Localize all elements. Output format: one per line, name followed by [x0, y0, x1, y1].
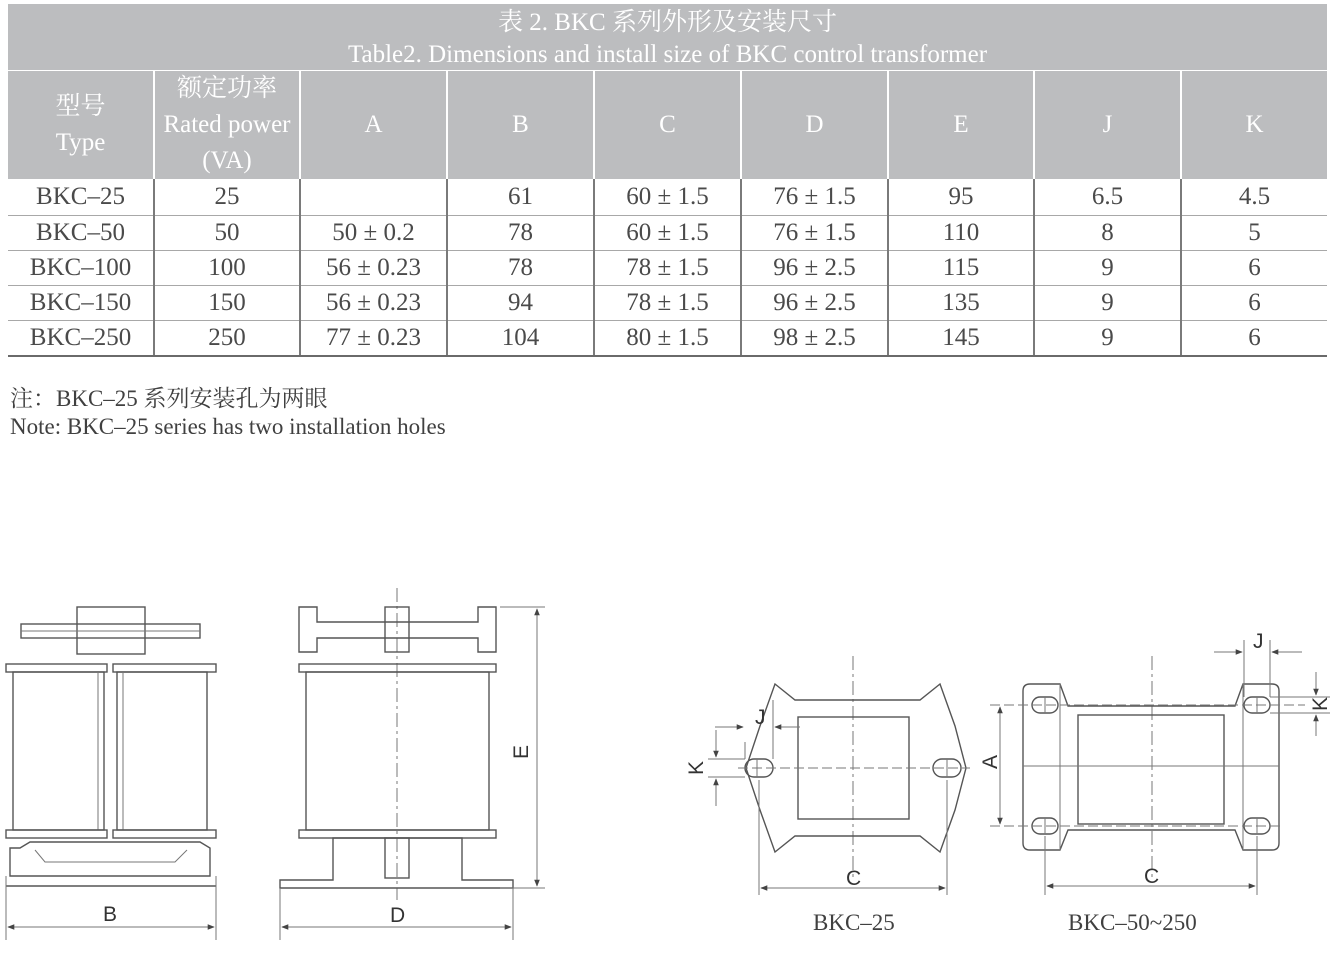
cell-power: 50	[154, 216, 300, 251]
cell-e: 95	[888, 179, 1034, 216]
header-power-zh: 额定功率	[176, 75, 277, 102]
dim-label-d: D	[390, 904, 406, 927]
cell-k: 6	[1181, 251, 1327, 286]
table-title-en: Table2. Dimensions and install size of BKC control transformer	[347, 41, 988, 68]
bkc50-dim-label-c: C	[1144, 865, 1160, 888]
note-en: Note: BKC–25 series has two installation holes	[10, 414, 446, 439]
header-type-en: Type	[55, 129, 106, 156]
bkc50-dim-label-a: A	[979, 754, 1002, 770]
cell-e: 135	[888, 286, 1034, 321]
cell-a: 56 ± 0.23	[300, 251, 447, 286]
note-zh: 注：BKC–25 系列安装孔为两眼	[10, 386, 328, 411]
cell-d: 76 ± 1.5	[741, 179, 888, 216]
bkc25-dim-label-j: J	[755, 706, 766, 729]
cell-type: BKC–100	[8, 251, 154, 286]
cell-d: 76 ± 1.5	[741, 216, 888, 251]
cell-type: BKC–250	[8, 321, 154, 357]
cell-c: 78 ± 1.5	[594, 286, 741, 321]
cell-power: 100	[154, 251, 300, 286]
caption-bkc50-250: BKC–50~250	[1068, 910, 1197, 935]
cell-b: 61	[447, 179, 594, 216]
cell-b: 104	[447, 321, 594, 357]
cell-e: 145	[888, 321, 1034, 357]
header-e: E	[888, 71, 1034, 179]
header-a: A	[300, 71, 447, 179]
cell-k: 6	[1181, 321, 1327, 357]
header-j: J	[1034, 71, 1181, 179]
bkc25-mounting-drawing	[685, 656, 970, 895]
cell-j: 9	[1034, 251, 1181, 286]
header-c: C	[594, 71, 741, 179]
bkc25-dim-label-k: K	[685, 760, 708, 776]
table-title-zh: 表 2. BKC 系列外形及安装尺寸	[498, 9, 837, 36]
cell-d: 96 ± 2.5	[741, 286, 888, 321]
header-d: D	[741, 71, 888, 179]
dim-label-e: E	[510, 744, 533, 760]
cell-d: 98 ± 2.5	[741, 321, 888, 357]
header-power-unit: (VA)	[202, 147, 252, 174]
cell-b: 78	[447, 216, 594, 251]
bkc50-dim-label-k: K	[1309, 696, 1332, 712]
cell-c: 60 ± 1.5	[594, 216, 741, 251]
cell-c: 60 ± 1.5	[594, 179, 741, 216]
header-power-en: Rated power	[163, 111, 291, 138]
cell-k: 5	[1181, 216, 1327, 251]
cell-e: 110	[888, 216, 1034, 251]
bkc50-250-mounting-drawing	[979, 630, 1332, 895]
caption-bkc25: BKC–25	[813, 910, 895, 935]
cell-type: BKC–50	[8, 216, 154, 251]
cell-k: 6	[1181, 286, 1327, 321]
cell-b: 78	[447, 251, 594, 286]
cell-d: 96 ± 2.5	[741, 251, 888, 286]
cell-k: 4.5	[1181, 179, 1327, 216]
cell-type: BKC–150	[8, 286, 154, 321]
cell-j: 6.5	[1034, 179, 1181, 216]
cell-c: 80 ± 1.5	[594, 321, 741, 357]
cell-j: 9	[1034, 321, 1181, 357]
cell-power: 250	[154, 321, 300, 357]
bkc25-dim-label-c: C	[846, 867, 862, 890]
header-b: B	[447, 71, 594, 179]
header-k: K	[1181, 71, 1327, 179]
cell-c: 78 ± 1.5	[594, 251, 741, 286]
bkc50-dim-label-j: J	[1253, 630, 1264, 653]
cell-power: 25	[154, 179, 300, 216]
cell-e: 115	[888, 251, 1034, 286]
cell-a: 56 ± 0.23	[300, 286, 447, 321]
header-type-zh: 型号	[55, 93, 106, 120]
side-view-drawing	[280, 588, 545, 940]
dim-label-b: B	[103, 903, 118, 926]
cell-a: 77 ± 0.23	[300, 321, 447, 357]
cell-a: 50 ± 0.2	[300, 216, 447, 251]
front-view-drawing	[6, 607, 216, 940]
cell-j: 8	[1034, 216, 1181, 251]
cell-power: 150	[154, 286, 300, 321]
cell-type: BKC–25	[8, 179, 154, 216]
cell-j: 9	[1034, 286, 1181, 321]
cell-b: 94	[447, 286, 594, 321]
